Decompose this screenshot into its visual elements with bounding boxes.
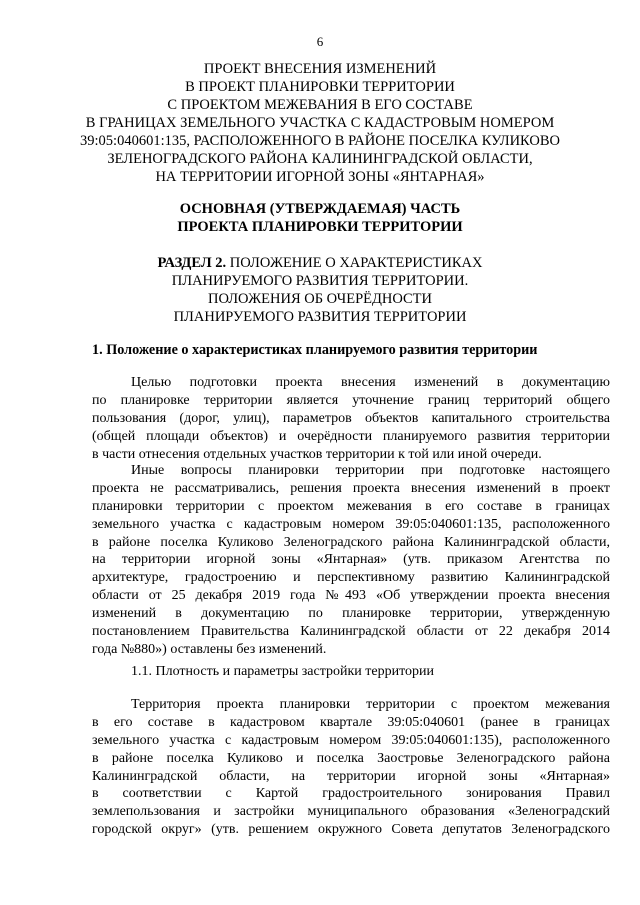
text-line: изменений в документацию по планировке территории, утвержденную	[92, 606, 610, 622]
title-line: 39:05:040601:135, РАСПОЛОЖЕННОГО В РАЙОНЕ ПОСЕЛКА КУЛИКОВО	[80, 133, 560, 149]
text-line: Калининградской области, на территории игорной зоны «Янтарная»	[92, 768, 610, 784]
text-line: Территория проекта планировки территории с проектом межевания	[131, 697, 610, 712]
section-heading-line-3: ПОЛОЖЕНИЯ ОБ ОЧЕРЁДНОСТИ	[208, 291, 432, 307]
part-heading-line: ОСНОВНАЯ (УТВЕРЖДАЕМАЯ) ЧАСТЬ	[179, 201, 461, 217]
subsection-heading-1-1: 1.1. Плотность и параметры застройки территории	[131, 664, 435, 679]
document-title	[40, 60, 600, 186]
text-line: пользования (дорог, улиц), параметров объектов капитального строительства	[92, 410, 610, 426]
text-line: земельного участка с кадастровым номером 39:05:040601:135, расположенного	[92, 516, 610, 532]
section-label: РАЗДЕЛ 2.	[157, 255, 227, 271]
text-line: (общей площади объектов) и очерёдности планируемого развития территории	[92, 428, 610, 444]
text-line: в части отнесения отдельных участков территории к той или иной очереди.	[92, 446, 542, 462]
subsection-heading-1: 1. Положение о характеристиках планируемого развития территории	[92, 342, 538, 358]
text-line: земельного участка с кадастровым номером 39:05:040601:135), расположенного	[92, 732, 610, 748]
text-line: по планировке территории является уточнение границ территорий общего	[92, 392, 610, 408]
text-line: планировки территории с проектом межевания в его составе в границах	[92, 498, 610, 514]
text-line: области от 25 декабря 2019 года №493 «Об утверждении проекта внесения	[92, 588, 610, 604]
text-line: землепользования и застройки муниципального образования «Зеленоградский	[92, 804, 610, 820]
text-line: в его составе в кадастровом квартале 39:05:040601 (ранее в границах	[92, 714, 610, 730]
section-heading-line-1	[40, 254, 600, 272]
title-line: НА ТЕРРИТОРИИ ИГОРНОЙ ЗОНЫ «ЯНТАРНАЯ»	[155, 169, 485, 185]
title-line: ПРОЕКТ ВНЕСЕНИЯ ИЗМЕНЕНИЙ	[203, 61, 437, 77]
title-line: В ПРОЕКТ ПЛАНИРОВКИ ТЕРРИТОРИИ	[185, 79, 455, 95]
section-title-part: ПОЛОЖЕНИЕ О ХАРАКТЕРИСТИКАХ	[226, 255, 483, 271]
title-line: В ГРАНИЦАХ ЗЕМЕЛЬНОГО УЧАСТКА С КАДАСТРОВЫМ НОМЕРОМ	[85, 115, 555, 131]
section-heading-line-2: ПЛАНИРУЕМОГО РАЗВИТИЯ ТЕРРИТОРИИ.	[171, 273, 469, 289]
section-heading-line-4: ПЛАНИРУЕМОГО РАЗВИТИЯ ТЕРРИТОРИИ	[173, 309, 467, 325]
page-number: 6	[316, 34, 324, 49]
text-line: в районе поселка Куликово Зеленоградского района Калининградской области,	[92, 534, 610, 550]
text-line: Целью подготовки проекта внесения изменений в документацию	[131, 375, 610, 390]
section-heading	[40, 254, 600, 326]
text-line: в соответствии с Картой градостроительного зонирования Правил	[92, 786, 610, 802]
text-line: городской округ» (утв. решением окружного Совета депутатов Зеленоградского	[92, 822, 610, 838]
title-line: ЗЕЛЕНОГРАДСКОГО РАЙОНА КАЛИНИНГРАДСКОЙ ОБЛАСТИ,	[107, 151, 533, 167]
text-line: архитектуре, градостроению и перспективному развитию Калининградской	[92, 570, 610, 586]
text-line: в районе поселка Куликово и поселка Заостровье Зеленоградского района	[92, 750, 610, 766]
text-line: Иные вопросы планировки территории при подготовке настоящего	[131, 463, 610, 478]
paragraph-1	[92, 374, 610, 463]
paragraph-2	[92, 462, 610, 659]
part-heading	[40, 200, 600, 236]
text-line: проекта не рассматривались, решения проекта внесения изменений в проект	[92, 480, 610, 496]
text-line: года №880») оставлены без изменений.	[92, 641, 327, 657]
paragraph-3	[92, 696, 610, 839]
part-heading-line: ПРОЕКТА ПЛАНИРОВКИ ТЕРРИТОРИИ	[177, 219, 463, 235]
text-line: постановлением Правительства Калининградской области от 22 декабря 2014	[92, 624, 610, 640]
text-line: на территории игорной зоны «Янтарная» (утв. приказом Агентства по	[92, 552, 610, 568]
title-line: С ПРОЕКТОМ МЕЖЕВАНИЯ В ЕГО СОСТАВЕ	[167, 97, 473, 113]
